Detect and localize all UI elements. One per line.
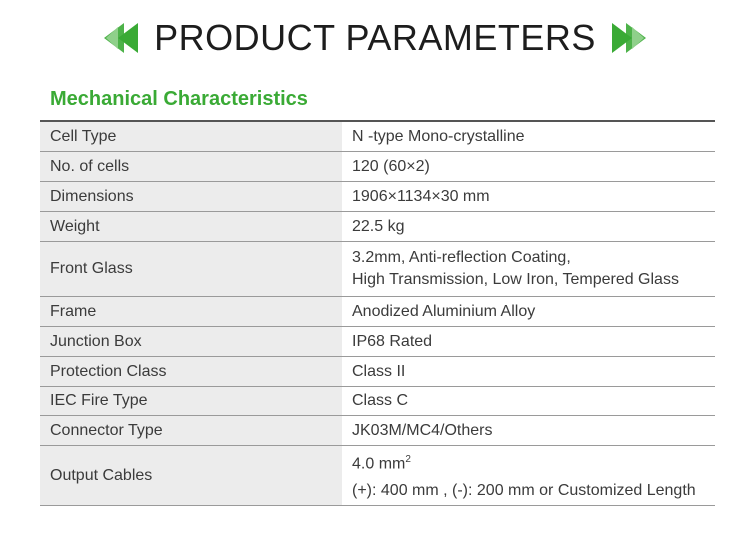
table-row [40, 387, 715, 416]
value-line [352, 447, 715, 477]
value-line: High Transmission, Low Iron, Tempered Glass [352, 271, 679, 288]
value-text: Class C [352, 392, 409, 409]
row-value [342, 327, 715, 356]
row-label: Dimensions [40, 182, 342, 211]
row-label: Junction Box [40, 327, 342, 356]
row-label: Weight [40, 212, 342, 241]
spec-table [40, 120, 715, 506]
value-text: 22.5 kg [352, 217, 405, 235]
table-row [40, 242, 715, 297]
row-label: Protection Class [40, 357, 342, 386]
row-value [342, 357, 715, 386]
table-row [40, 152, 715, 182]
value-text: N -type Mono-crystalline [352, 127, 525, 145]
row-value [342, 122, 715, 151]
row-label: Cell Type [40, 122, 342, 151]
row-label: Connector Type [40, 416, 342, 445]
row-label: IEC Fire Type [40, 387, 342, 415]
row-label: Output Cables [40, 446, 342, 505]
page-header [0, 10, 750, 66]
table-row [40, 120, 715, 152]
value-line: (+): 400 mm , (-): 200 mm or Customized Length [352, 481, 696, 499]
row-label: Front Glass [40, 242, 342, 296]
value-text: 4.0 mm [352, 455, 406, 473]
row-value [342, 242, 715, 296]
row-value [342, 152, 715, 181]
arrow-right-icon [612, 23, 650, 53]
row-label: Frame [40, 297, 342, 326]
value-line: 3.2mm, Anti-reflection Coating, [352, 249, 571, 266]
arrow-left-icon [100, 23, 138, 53]
value-text: Anodized Aluminium Alloy [352, 302, 536, 320]
row-value [342, 212, 715, 241]
table-row [40, 212, 715, 242]
row-value [342, 416, 715, 445]
superscript: 2 [405, 454, 411, 466]
row-value [342, 182, 715, 211]
page-title: PRODUCT PARAMETERS [154, 17, 596, 58]
table-row [40, 446, 715, 506]
value-text: JK03M/MC4/Others [352, 421, 493, 439]
table-row [40, 327, 715, 357]
section-title: Mechanical Characteristics [50, 88, 308, 110]
row-value [342, 446, 715, 505]
value-text: Class II [352, 362, 406, 380]
table-row [40, 182, 715, 212]
row-value [342, 387, 715, 415]
row-label: No. of cells [40, 152, 342, 181]
table-row [40, 357, 715, 387]
table-row [40, 297, 715, 327]
value-text: 120 (60×2) [352, 157, 430, 175]
table-row [40, 416, 715, 446]
value-text: IP68 Rated [352, 332, 433, 350]
row-value [342, 297, 715, 326]
value-text: 1906×1134×30 mm [352, 187, 490, 205]
